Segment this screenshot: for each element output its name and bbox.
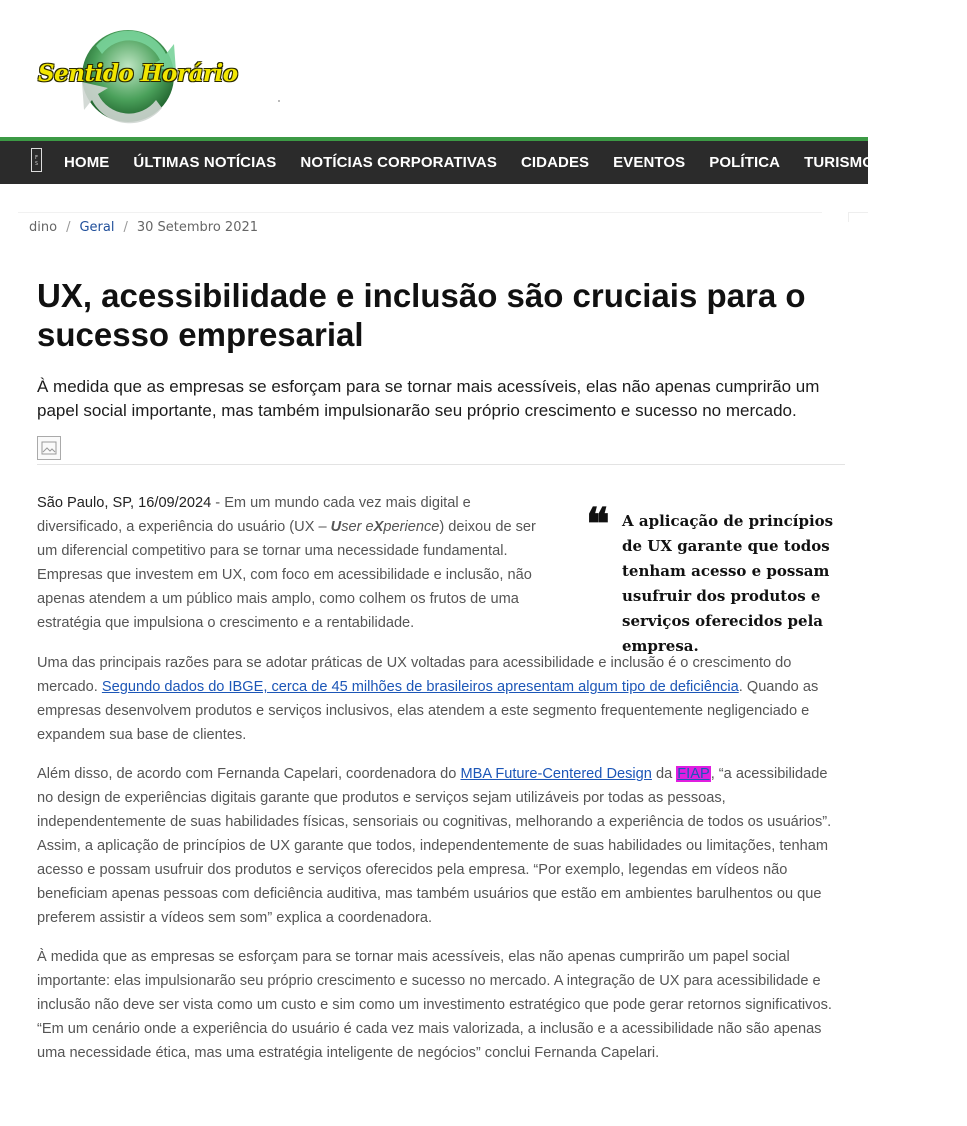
side-panel-edge bbox=[848, 212, 868, 222]
logo-text[interactable]: Sentido Horário bbox=[38, 60, 238, 87]
nav-items bbox=[64, 141, 967, 184]
ux-letter-u: U bbox=[330, 519, 342, 535]
breadcrumb-separator: / bbox=[66, 220, 71, 235]
nav-item-noticias-corporativas[interactable]: NOTÍCIAS CORPORATIVAS bbox=[300, 154, 497, 171]
ux-letter-x: X bbox=[373, 519, 384, 535]
ux-perience: perience bbox=[383, 519, 440, 535]
nav-item-turismo[interactable]: TURISMO bbox=[804, 154, 874, 171]
quote-mark-icon: ❝ bbox=[586, 499, 610, 550]
breadcrumb-date: 30 Setembro 2021 bbox=[136, 220, 259, 235]
breadcrumb-category-link[interactable]: Geral bbox=[79, 220, 115, 235]
title-divider bbox=[37, 464, 845, 465]
breadcrumb-separator: / bbox=[123, 220, 128, 235]
breadcrumb-source: dino bbox=[29, 220, 58, 235]
intro-text-after: ) deixou de ser um diferencial competitivo para se tornar uma necessidade fundamental. Empresas que investem em UX, com foco em acessibilidade e inclusão, não apenas atendem a um público mais amplo, como colhem os frutos de uma estratégia que impulsiona o crescimento e a rentabilidade. bbox=[37, 519, 536, 631]
article-paragraph-1 bbox=[37, 651, 845, 747]
ux-term bbox=[331, 519, 440, 535]
p1-text-after: . Quando as empresas desenvolvem produtos e serviços inclusivos, elas atendem a este segmento frequentemente negligenciado e expandem sua base de clientes. bbox=[37, 679, 819, 743]
mba-link[interactable]: MBA Future-Centered Design bbox=[460, 766, 652, 782]
nav-item-home[interactable]: HOME bbox=[64, 154, 110, 171]
nav-item-cidades[interactable]: CIDADES bbox=[520, 154, 590, 171]
divider-dot bbox=[278, 100, 280, 102]
site-header bbox=[0, 0, 868, 137]
article-paragraph-3: À medida que as empresas se esforçam para se tornar mais acessíveis, elas não apenas cumprirão um papel social importante: elas impulsionarão seu próprio crescimento e sucesso no mercado. A integração de UX para acessibilidade e inclusão não deve ser vista como um custo e sim como um investimento estratégico que pode gerar retornos significativos. “Em um cenário onde a experiência do usuário é cada vez mais valorizada, a inclusão e a acessibilidade não são apenas uma necessidade ética, mas uma estratégia inteligente de negócios” conclui Fernanda Capelari. bbox=[37, 949, 832, 1061]
nav-item-agro[interactable]: AGRO bbox=[897, 154, 944, 171]
menu-toggle-label: F S bbox=[34, 155, 38, 167]
ibge-link[interactable]: Segundo dados do IBGE, cerca de 45 milhões de brasileiros apresentam algum tipo de deficiência bbox=[101, 679, 739, 695]
broken-image-icon bbox=[37, 436, 61, 460]
nav-item-politica[interactable]: POLÍTICA bbox=[709, 154, 781, 171]
nav-item-ultimas-noticias[interactable]: ÚLTIMAS NOTÍCIAS bbox=[133, 154, 277, 171]
p2-text-before: Além disso, de acordo com Fernanda Capelari, coordenadora do bbox=[37, 766, 461, 782]
p1-text-before: Uma das principais razões para se adotar práticas de UX voltadas para acessibilidade e inclusão é o crescimento do mercado. bbox=[37, 655, 792, 695]
fiap-link[interactable]: FIAP bbox=[677, 766, 710, 782]
dateline: São Paulo, SP, 16/09/2024 bbox=[37, 495, 212, 511]
dateline-dash: - bbox=[211, 495, 225, 511]
ux-ser: ser e bbox=[341, 519, 374, 535]
main-navigation bbox=[0, 141, 944, 184]
article-intro bbox=[37, 491, 547, 635]
article-title: UX, acessibilidade e inclusão são cruciais para o sucesso empresarial bbox=[37, 277, 806, 353]
article-subtitle: À medida que as empresas se esforçam para se tornar mais acessíveis, elas não apenas cumprirão um papel social importante, mas também impulsionarão seu próprio crescimento e sucesso no mercado. bbox=[37, 377, 820, 420]
intro-text-before: Em um mundo cada vez mais digital e diversificado, a experiência do usuário (UX – bbox=[37, 495, 471, 535]
p2-text-middle: da bbox=[651, 766, 677, 782]
p2-text-after: , “a acessibilidade no design de experiências digitais garante que produtos e serviços sejam utilizáveis por todas as pessoas, independentemente de suas habilidades físicas, sensoriais ou cognitivas, melhorando a experiência de todos os usuários”. Assim, a aplicação de princípios de UX garante que todos, independentemente de suas habilidades ou limitações, tenham acesso e possam usufruir dos produtos e serviços oferecidos pela empresa. “Por exemplo, legendas em vídeos não beneficiam apenas pessoas com deficiência auditiva, mas também usuários que estão em ambientes barulhentos ou que preferem assistir a vídeos sem som” explica a coordenadora. bbox=[37, 766, 832, 926]
breadcrumb bbox=[29, 220, 258, 235]
article-paragraph-2 bbox=[37, 762, 845, 930]
nav-item-eventos[interactable]: EVENTOS bbox=[613, 154, 686, 171]
pull-quote-text: A aplicação de princípios de UX garante que todos tenham acesso e possam usufruir dos produtos e serviços oferecidos pela empresa. bbox=[622, 512, 834, 655]
menu-toggle-icon[interactable] bbox=[31, 148, 42, 172]
